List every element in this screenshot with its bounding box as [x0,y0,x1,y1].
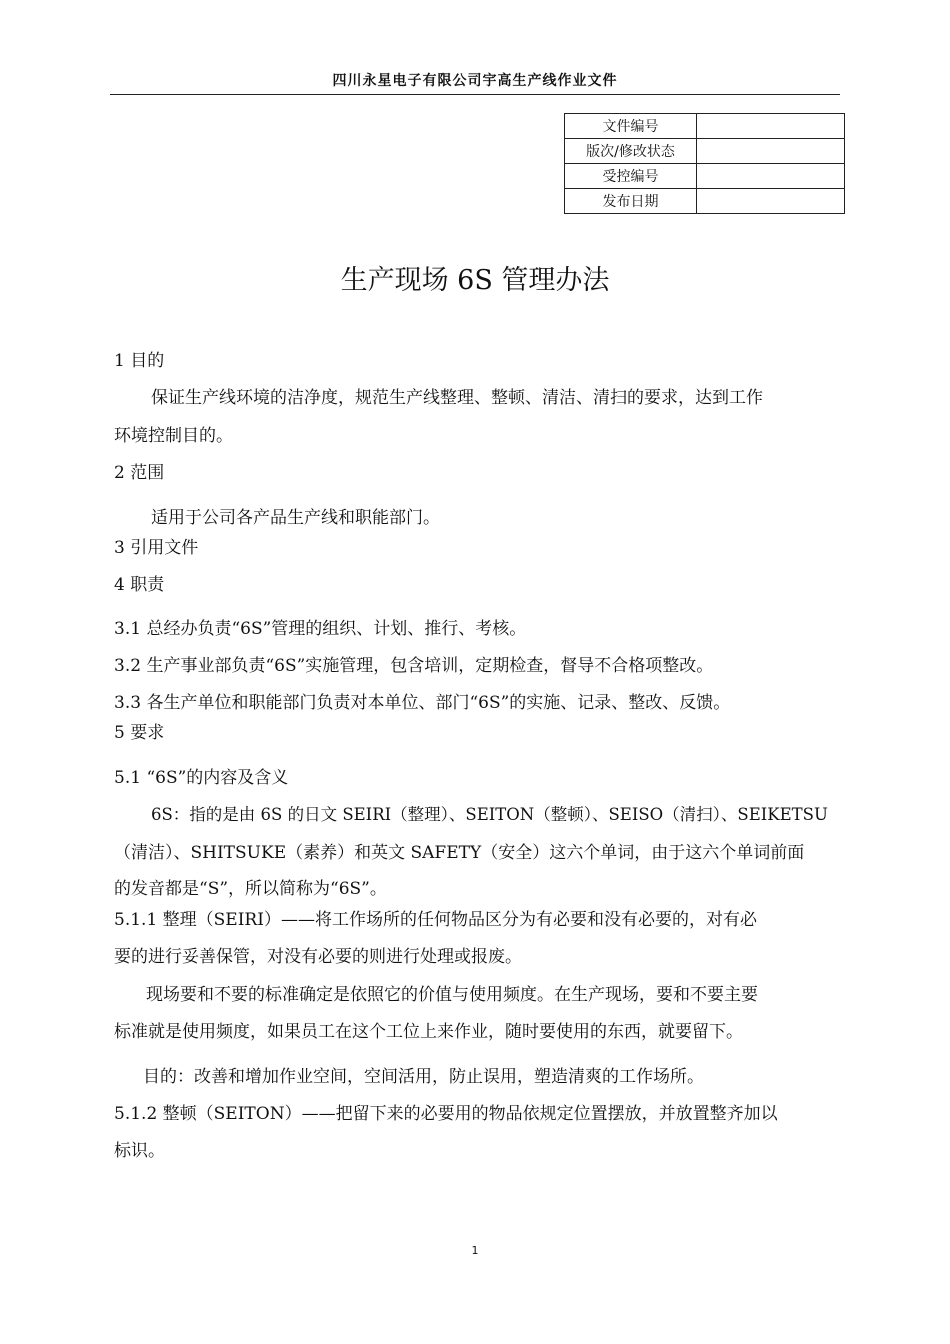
control-label-controlled-number: 受控编号 [565,164,697,189]
section-heading-references: 3 引用文件 [114,538,199,558]
section-heading-requirements: 5 要求 [114,723,165,743]
document-title: 生产现场 6S 管理办法 [340,265,610,296]
paragraph-line: 标识。 [114,1141,165,1161]
paragraph-line: 5.1.1 整理（SEIRI）——将工作场所的任何物品区分为有必要和没有必要的，对有必 [114,910,757,930]
paragraph-line: 3.3 各生产单位和职能部门负责对本单位、部门“6S”的实施、记录、整改、反馈。 [114,693,731,713]
paragraph-line: 3.2 生产事业部负责“6S”实施管理，包含培训，定期检查，督导不合格项整改。 [114,656,714,676]
subsection-heading: 5.1 “6S”的内容及含义 [114,768,289,788]
control-label-release-date: 发布日期 [565,189,697,214]
paragraph-line: 的发音都是“S”，所以简称为“6S”。 [114,879,387,899]
table-row [565,189,845,214]
paragraph-line: 3.1 总经办负责“6S”管理的组织、计划、推行、考核。 [114,619,527,639]
header-company-title: 四川永星电子有限公司宇高生产线作业文件 [332,73,618,89]
document-control-table [564,113,845,214]
paragraph-line: （清洁）、SHITSUKE（素养）和英文 SAFETY（安全）这六个单词，由于这六个单词前面 [114,843,805,863]
control-value-file-number [697,114,845,139]
control-value-controlled-number [697,164,845,189]
paragraph-line: 要的进行妥善保管，对没有必要的则进行处理或报废。 [114,947,522,967]
paragraph-line: 适用于公司各产品生产线和职能部门。 [151,508,440,528]
control-value-revision [697,139,845,164]
paragraph-line: 现场要和不要的标准确定是依照它的价值与使用频度。在生产现场，要和不要主要 [146,985,758,1005]
page-number: 1 [471,1244,479,1257]
table-row [565,164,845,189]
paragraph-line: 环境控制目的。 [114,426,233,446]
control-label-file-number: 文件编号 [565,114,697,139]
paragraph-line: 目的：改善和增加作业空间，空间活用，防止误用，塑造清爽的工作场所。 [143,1067,704,1087]
paragraph-line: 标准就是使用频度，如果员工在这个工位上来作业，随时要使用的东西，就要留下。 [114,1022,743,1042]
table-row [565,114,845,139]
section-heading-scope: 2 范围 [114,463,165,483]
paragraph-line: 5.1.2 整顿（SEITON）——把留下来的必要用的物品依规定位置摆放，并放置整齐加以 [114,1104,778,1124]
paragraph-line: 保证生产线环境的洁净度，规范生产线整理、整顿、清洁、清扫的要求，达到工作 [151,388,763,408]
paragraph-line: 6S：指的是由 6S 的日文 SEIRI（整理）、SEITON（整顿）、SEISO（清扫）、SEIKETSU [151,805,828,824]
control-label-revision: 版次/修改状态 [565,139,697,164]
table-row [565,139,845,164]
section-heading-purpose: 1 目的 [114,351,165,371]
control-value-release-date [697,189,845,214]
header-divider [110,94,840,95]
section-heading-duties: 4 职责 [114,575,165,595]
